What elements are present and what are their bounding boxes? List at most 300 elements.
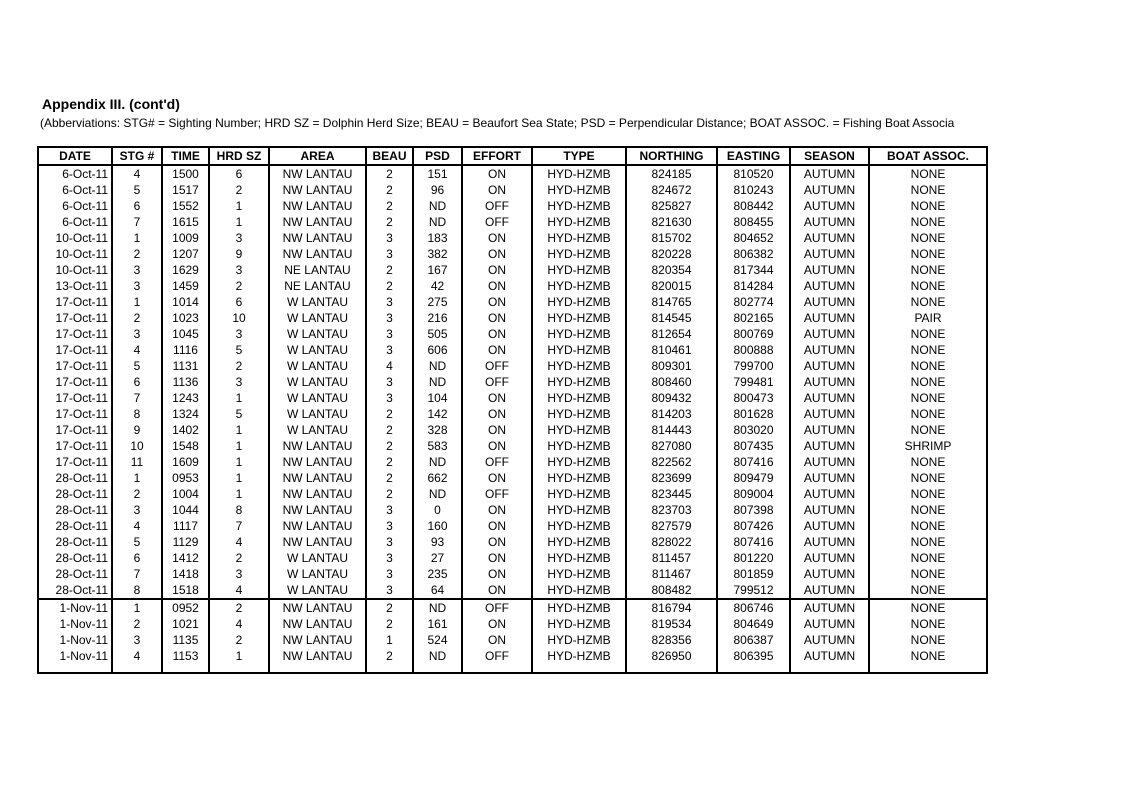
cell-stg: 3	[112, 278, 162, 294]
cell-beau: 2	[366, 406, 413, 422]
cell-beau: 3	[366, 582, 413, 599]
cell-date: 6-Oct-11	[39, 214, 112, 230]
cell-psd: 275	[413, 294, 462, 310]
column-header-hrd-sz: HRD SZ	[209, 148, 269, 165]
cell-psd: 93	[413, 534, 462, 550]
cell-season: AUTUMN	[790, 182, 869, 198]
cell-hrd-sz: 1	[209, 486, 269, 502]
cell-time: 1117	[162, 518, 209, 534]
cell-time: 1116	[162, 342, 209, 358]
cell-northing: 815702	[626, 230, 717, 246]
cell-boat-assoc: PAIR	[914, 311, 942, 325]
cell-season: AUTUMN	[790, 550, 869, 566]
cell-type: HYD-HZMB	[532, 214, 626, 230]
cell-time: 1609	[162, 454, 209, 470]
cell-northing: 811467	[626, 566, 717, 582]
cell-type: HYD-HZMB	[532, 374, 626, 390]
cell-northing: 814765	[626, 294, 717, 310]
cell-boat-assoc: NONE	[910, 375, 946, 389]
cell-northing: 828022	[626, 534, 717, 550]
cell-area: NW LANTAU	[269, 470, 366, 486]
cell-season: AUTUMN	[790, 390, 869, 406]
cell-northing: 822562	[626, 454, 717, 470]
cell-northing: 814545	[626, 310, 717, 326]
cell-northing: 820354	[626, 262, 717, 278]
cell-type: HYD-HZMB	[532, 616, 626, 632]
blank-filler-row	[39, 664, 986, 672]
cell-beau: 2	[366, 198, 413, 214]
cell-stg: 8	[112, 406, 162, 422]
cell-easting: 806746	[717, 599, 790, 616]
cell-type: HYD-HZMB	[532, 648, 626, 664]
cell-stg: 2	[112, 616, 162, 632]
cell-type: HYD-HZMB	[532, 454, 626, 470]
cell-effort: OFF	[462, 454, 532, 470]
cell-psd: 505	[413, 326, 462, 342]
cell-season: AUTUMN	[790, 310, 869, 326]
cell-area: NW LANTAU	[269, 518, 366, 534]
cell-area: NW LANTAU	[269, 502, 366, 518]
table-row	[39, 390, 986, 406]
cell-boat-assoc: NONE	[910, 215, 946, 229]
cell-hrd-sz: 1	[209, 438, 269, 454]
table-row	[39, 230, 986, 246]
cell-northing: 808460	[626, 374, 717, 390]
abbreviations-note: (Abberviations: STG# = Sighting Number; HRD SZ = Dolphin Herd Size; BEAU = Beaufort Sea State; PSD = Perpendicular Distance; BOAT ASSOC. = Fishing Boat Associa	[40, 116, 955, 130]
appendix-title: Appendix III. (cont'd)	[42, 96, 180, 112]
cell-easting: 809004	[717, 486, 790, 502]
cell-season: AUTUMN	[790, 230, 869, 246]
cell-effort: ON	[462, 406, 532, 422]
cell-area: W LANTAU	[269, 342, 366, 358]
blank-cell	[413, 664, 462, 672]
cell-easting: 799481	[717, 374, 790, 390]
cell-easting: 808455	[717, 214, 790, 230]
table-row	[39, 470, 986, 486]
cell-beau: 2	[366, 182, 413, 198]
cell-easting: 806382	[717, 246, 790, 262]
cell-beau: 3	[366, 518, 413, 534]
cell-beau: 2	[366, 262, 413, 278]
blank-cell	[366, 664, 413, 672]
cell-date: 28-Oct-11	[39, 486, 112, 502]
cell-beau: 2	[366, 165, 413, 182]
cell-hrd-sz: 7	[209, 518, 269, 534]
cell-boat-assoc: NONE	[910, 535, 946, 549]
cell-effort: ON	[462, 550, 532, 566]
cell-beau: 3	[366, 230, 413, 246]
table-row	[39, 486, 986, 502]
cell-hrd-sz: 1	[209, 390, 269, 406]
cell-date: 28-Oct-11	[39, 582, 112, 599]
cell-effort: ON	[462, 470, 532, 486]
cell-time: 1131	[162, 358, 209, 374]
cell-psd: ND	[413, 198, 462, 214]
cell-beau: 2	[366, 422, 413, 438]
cell-time: 1136	[162, 374, 209, 390]
header-row	[39, 148, 986, 165]
cell-area: W LANTAU	[269, 310, 366, 326]
cell-time: 1023	[162, 310, 209, 326]
cell-stg: 6	[112, 198, 162, 214]
cell-hrd-sz: 2	[209, 632, 269, 648]
cell-effort: ON	[462, 342, 532, 358]
cell-easting: 801859	[717, 566, 790, 582]
cell-hrd-sz: 9	[209, 246, 269, 262]
cell-date: 1-Nov-11	[39, 599, 112, 616]
cell-stg: 9	[112, 422, 162, 438]
cell-easting: 799700	[717, 358, 790, 374]
cell-easting: 806395	[717, 648, 790, 664]
cell-date: 17-Oct-11	[39, 422, 112, 438]
cell-stg: 2	[112, 486, 162, 502]
cell-area: W LANTAU	[269, 406, 366, 422]
cell-boat-assoc: SHRIMP	[904, 439, 952, 453]
cell-date: 10-Oct-11	[39, 246, 112, 262]
cell-date: 17-Oct-11	[39, 294, 112, 310]
cell-boat-assoc: NONE	[910, 519, 946, 533]
cell-area: W LANTAU	[269, 390, 366, 406]
cell-easting: 804649	[717, 616, 790, 632]
table-row	[39, 294, 986, 310]
cell-time: 1129	[162, 534, 209, 550]
cell-hrd-sz: 8	[209, 502, 269, 518]
blank-cell	[39, 664, 112, 672]
cell-stg: 10	[112, 438, 162, 454]
cell-effort: OFF	[462, 486, 532, 502]
cell-date: 10-Oct-11	[39, 262, 112, 278]
cell-boat-assoc: NONE	[910, 343, 946, 357]
cell-time: 1500	[162, 165, 209, 182]
cell-psd: 161	[413, 616, 462, 632]
cell-time: 0953	[162, 470, 209, 486]
cell-type: HYD-HZMB	[532, 632, 626, 648]
table-row	[39, 342, 986, 358]
cell-stg: 7	[112, 566, 162, 582]
cell-psd: 216	[413, 310, 462, 326]
cell-easting: 808442	[717, 198, 790, 214]
cell-area: NW LANTAU	[269, 486, 366, 502]
cell-date: 13-Oct-11	[39, 278, 112, 294]
table-row	[39, 599, 986, 616]
column-header-area: AREA	[269, 148, 366, 165]
cell-stg: 1	[112, 230, 162, 246]
table-row	[39, 374, 986, 390]
cell-area: NW LANTAU	[269, 165, 366, 182]
cell-season: AUTUMN	[790, 165, 869, 182]
cell-easting: 810243	[717, 182, 790, 198]
cell-area: NW LANTAU	[269, 438, 366, 454]
cell-type: HYD-HZMB	[532, 230, 626, 246]
table-row	[39, 566, 986, 582]
cell-northing: 827579	[626, 518, 717, 534]
cell-northing: 823445	[626, 486, 717, 502]
cell-hrd-sz: 1	[209, 648, 269, 664]
cell-type: HYD-HZMB	[532, 566, 626, 582]
column-header-stg: STG #	[112, 148, 162, 165]
cell-beau: 2	[366, 278, 413, 294]
cell-psd: 64	[413, 582, 462, 599]
cell-season: AUTUMN	[790, 422, 869, 438]
cell-date: 6-Oct-11	[39, 198, 112, 214]
cell-hrd-sz: 4	[209, 582, 269, 599]
cell-time: 1552	[162, 198, 209, 214]
cell-area: NW LANTAU	[269, 616, 366, 632]
cell-beau: 3	[366, 374, 413, 390]
cell-psd: 42	[413, 278, 462, 294]
cell-beau: 4	[366, 358, 413, 374]
table-body	[39, 165, 986, 672]
cell-time: 1207	[162, 246, 209, 262]
cell-effort: ON	[462, 566, 532, 582]
cell-stg: 3	[112, 262, 162, 278]
cell-type: HYD-HZMB	[532, 326, 626, 342]
cell-stg: 2	[112, 246, 162, 262]
cell-date: 17-Oct-11	[39, 342, 112, 358]
cell-type: HYD-HZMB	[532, 165, 626, 182]
cell-northing: 820015	[626, 278, 717, 294]
cell-hrd-sz: 1	[209, 422, 269, 438]
cell-area: NW LANTAU	[269, 214, 366, 230]
table-row	[39, 182, 986, 198]
cell-northing: 816794	[626, 599, 717, 616]
cell-hrd-sz: 1	[209, 470, 269, 486]
table-row	[39, 454, 986, 470]
cell-beau: 2	[366, 616, 413, 632]
cell-time: 1004	[162, 486, 209, 502]
cell-easting: 803020	[717, 422, 790, 438]
cell-easting: 807426	[717, 518, 790, 534]
blank-cell	[269, 664, 366, 672]
blank-cell	[209, 664, 269, 672]
cell-northing: 812654	[626, 326, 717, 342]
cell-easting: 802774	[717, 294, 790, 310]
cell-area: NW LANTAU	[269, 198, 366, 214]
cell-stg: 5	[112, 358, 162, 374]
cell-beau: 2	[366, 599, 413, 616]
cell-time: 1044	[162, 502, 209, 518]
cell-northing: 823703	[626, 502, 717, 518]
cell-easting: 814284	[717, 278, 790, 294]
column-header-psd: PSD	[413, 148, 462, 165]
cell-stg: 11	[112, 454, 162, 470]
cell-boat-assoc: NONE	[910, 231, 946, 245]
cell-hrd-sz: 1	[209, 214, 269, 230]
cell-psd: ND	[413, 599, 462, 616]
cell-date: 28-Oct-11	[39, 518, 112, 534]
blank-cell	[112, 664, 162, 672]
cell-stg: 1	[112, 294, 162, 310]
cell-effort: ON	[462, 262, 532, 278]
table-row	[39, 502, 986, 518]
table-row	[39, 278, 986, 294]
column-header-boat-assoc: BOAT ASSOC.	[869, 148, 986, 165]
cell-date: 17-Oct-11	[39, 438, 112, 454]
cell-stg: 3	[112, 502, 162, 518]
cell-type: HYD-HZMB	[532, 278, 626, 294]
cell-time: 1014	[162, 294, 209, 310]
cell-northing: 823699	[626, 470, 717, 486]
cell-type: HYD-HZMB	[532, 310, 626, 326]
cell-effort: ON	[462, 390, 532, 406]
cell-type: HYD-HZMB	[532, 550, 626, 566]
cell-season: AUTUMN	[790, 326, 869, 342]
cell-stg: 3	[112, 632, 162, 648]
cell-psd: 167	[413, 262, 462, 278]
cell-season: AUTUMN	[790, 648, 869, 664]
cell-time: 1153	[162, 648, 209, 664]
cell-easting: 807416	[717, 534, 790, 550]
cell-time: 1517	[162, 182, 209, 198]
cell-stg: 1	[112, 470, 162, 486]
cell-hrd-sz: 5	[209, 342, 269, 358]
cell-psd: ND	[413, 358, 462, 374]
cell-psd: 606	[413, 342, 462, 358]
cell-easting: 807435	[717, 438, 790, 454]
cell-beau: 2	[366, 486, 413, 502]
blank-cell	[162, 664, 209, 672]
cell-effort: ON	[462, 518, 532, 534]
cell-hrd-sz: 6	[209, 294, 269, 310]
column-header-northing: NORTHING	[626, 148, 717, 165]
cell-season: AUTUMN	[790, 358, 869, 374]
cell-season: AUTUMN	[790, 262, 869, 278]
cell-season: AUTUMN	[790, 294, 869, 310]
cell-beau: 3	[366, 326, 413, 342]
table-row	[39, 214, 986, 230]
cell-season: AUTUMN	[790, 518, 869, 534]
cell-boat-assoc: NONE	[910, 167, 946, 181]
cell-psd: ND	[413, 486, 462, 502]
cell-boat-assoc: NONE	[910, 503, 946, 517]
table-header	[39, 148, 986, 165]
cell-area: W LANTAU	[269, 566, 366, 582]
cell-stg: 8	[112, 582, 162, 599]
cell-boat-assoc: NONE	[910, 583, 946, 597]
blank-cell	[532, 664, 626, 672]
cell-beau: 2	[366, 214, 413, 230]
cell-type: HYD-HZMB	[532, 486, 626, 502]
cell-area: W LANTAU	[269, 550, 366, 566]
cell-stg: 4	[112, 342, 162, 358]
column-header-effort: EFFORT	[462, 148, 532, 165]
cell-area: W LANTAU	[269, 326, 366, 342]
cell-time: 1324	[162, 406, 209, 422]
cell-season: AUTUMN	[790, 534, 869, 550]
cell-boat-assoc: NONE	[910, 471, 946, 485]
cell-beau: 3	[366, 502, 413, 518]
cell-boat-assoc: NONE	[910, 567, 946, 581]
cell-stg: 6	[112, 550, 162, 566]
cell-beau: 2	[366, 470, 413, 486]
table-row	[39, 165, 986, 182]
cell-beau: 3	[366, 294, 413, 310]
cell-season: AUTUMN	[790, 214, 869, 230]
cell-easting: 801628	[717, 406, 790, 422]
blank-cell	[626, 664, 717, 672]
cell-psd: 328	[413, 422, 462, 438]
cell-time: 1629	[162, 262, 209, 278]
table-row	[39, 632, 986, 648]
cell-type: HYD-HZMB	[532, 422, 626, 438]
table-row	[39, 358, 986, 374]
cell-stg: 1	[112, 599, 162, 616]
cell-northing: 811457	[626, 550, 717, 566]
cell-area: NW LANTAU	[269, 246, 366, 262]
cell-psd: ND	[413, 454, 462, 470]
sightings-table-container	[37, 146, 988, 674]
column-header-date: DATE	[39, 148, 112, 165]
cell-season: AUTUMN	[790, 486, 869, 502]
cell-hrd-sz: 3	[209, 374, 269, 390]
cell-type: HYD-HZMB	[532, 470, 626, 486]
cell-effort: ON	[462, 246, 532, 262]
cell-area: W LANTAU	[269, 358, 366, 374]
cell-stg: 5	[112, 534, 162, 550]
cell-psd: 583	[413, 438, 462, 454]
cell-hrd-sz: 3	[209, 262, 269, 278]
cell-northing: 820228	[626, 246, 717, 262]
cell-northing: 810461	[626, 342, 717, 358]
cell-season: AUTUMN	[790, 278, 869, 294]
column-header-beau: BEAU	[366, 148, 413, 165]
cell-hrd-sz: 1	[209, 454, 269, 470]
cell-type: HYD-HZMB	[532, 358, 626, 374]
cell-date: 17-Oct-11	[39, 358, 112, 374]
cell-psd: ND	[413, 374, 462, 390]
cell-type: HYD-HZMB	[532, 502, 626, 518]
cell-northing: 824672	[626, 182, 717, 198]
cell-date: 1-Nov-11	[39, 616, 112, 632]
cell-psd: 0	[413, 502, 462, 518]
blank-cell	[790, 664, 869, 672]
cell-easting: 807416	[717, 454, 790, 470]
cell-beau: 3	[366, 534, 413, 550]
cell-effort: ON	[462, 182, 532, 198]
cell-psd: 104	[413, 390, 462, 406]
cell-area: W LANTAU	[269, 422, 366, 438]
table-row	[39, 406, 986, 422]
cell-effort: OFF	[462, 599, 532, 616]
cell-area: W LANTAU	[269, 582, 366, 599]
cell-season: AUTUMN	[790, 566, 869, 582]
cell-type: HYD-HZMB	[532, 262, 626, 278]
cell-area: NW LANTAU	[269, 454, 366, 470]
cell-date: 10-Oct-11	[39, 230, 112, 246]
table-row	[39, 616, 986, 632]
cell-boat-assoc: NONE	[910, 391, 946, 405]
cell-beau: 1	[366, 632, 413, 648]
cell-beau: 3	[366, 550, 413, 566]
cell-effort: ON	[462, 165, 532, 182]
cell-effort: ON	[462, 230, 532, 246]
cell-beau: 2	[366, 648, 413, 664]
cell-hrd-sz: 2	[209, 182, 269, 198]
cell-beau: 3	[366, 310, 413, 326]
table-row	[39, 422, 986, 438]
cell-hrd-sz: 3	[209, 326, 269, 342]
cell-northing: 814443	[626, 422, 717, 438]
cell-boat-assoc: NONE	[910, 407, 946, 421]
cell-easting: 817344	[717, 262, 790, 278]
cell-hrd-sz: 4	[209, 616, 269, 632]
cell-hrd-sz: 3	[209, 230, 269, 246]
cell-date: 1-Nov-11	[39, 632, 112, 648]
cell-area: W LANTAU	[269, 294, 366, 310]
cell-time: 1548	[162, 438, 209, 454]
cell-date: 17-Oct-11	[39, 390, 112, 406]
cell-date: 17-Oct-11	[39, 406, 112, 422]
